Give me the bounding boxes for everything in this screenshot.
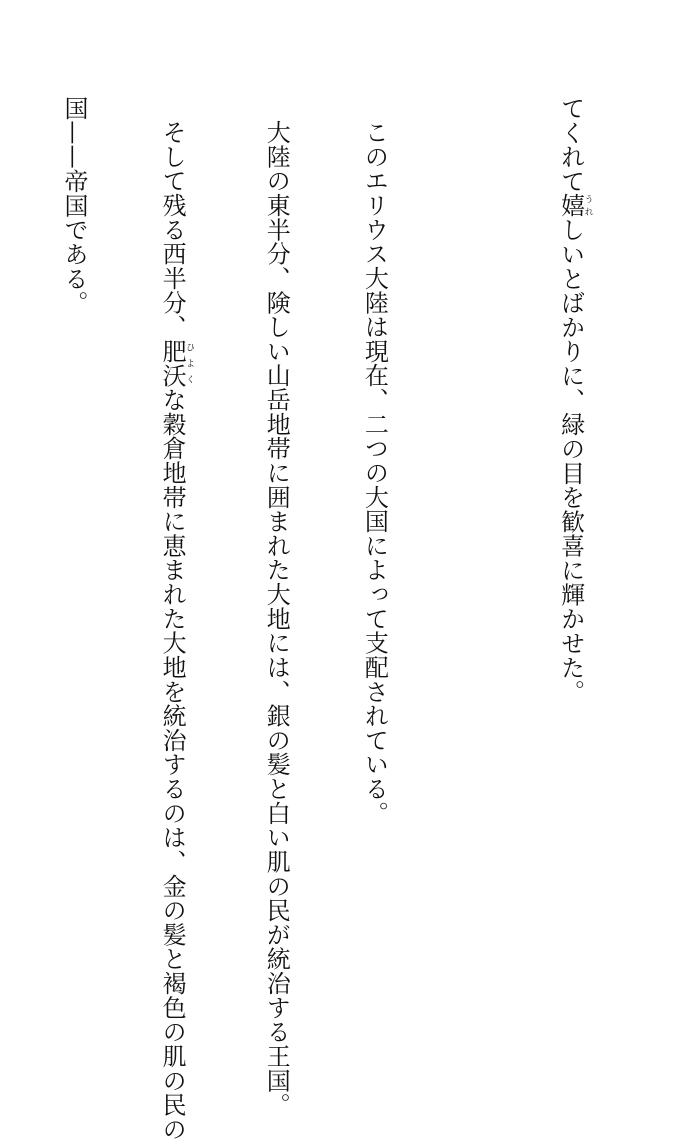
text-line: このエリウス大陸は現在、二つの大国によって支配されている。 — [360, 120, 389, 826]
text-line — [456, 96, 489, 976]
vertical-text-body — [0, 96, 658, 1141]
text-line: そして残る西半分、肥沃ひよくな穀倉地帯に恵まれた大地を統治するのは、金の髪と褐色の肌の民の — [158, 120, 195, 1141]
text-line: てくれて嬉うれしいとばかりに、緑の目を歓喜に輝かせた。 — [556, 96, 593, 704]
text-line: 国——帝国である。 — [60, 96, 89, 315]
text-line: 大陸の東半分、険しい山岳地帯に囲まれた大地には、銀の髪と白い肌の民が統治する王国。 — [262, 120, 291, 1117]
